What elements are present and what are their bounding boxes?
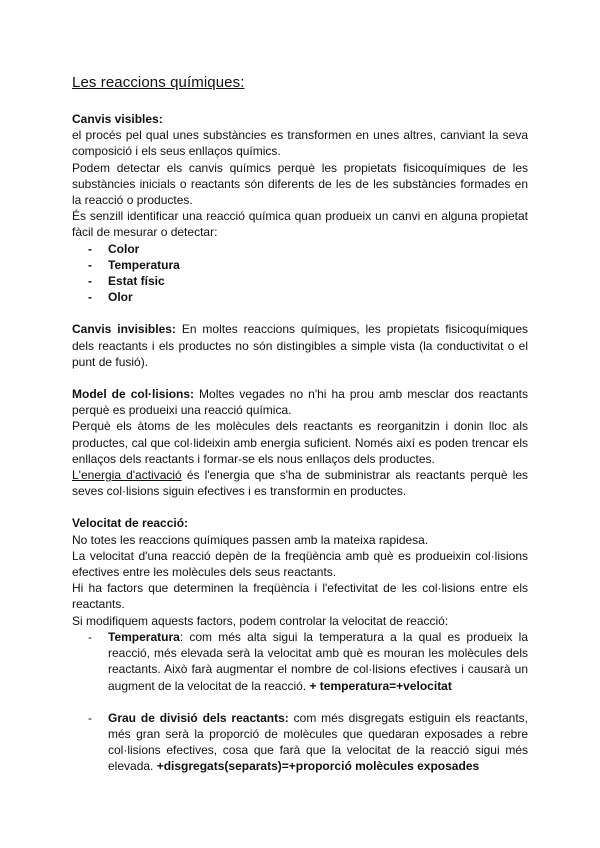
list-item: - Estat físic	[88, 273, 528, 289]
velocity-p4: Si modifiquem aquests factors, podem controlar la velocitat de reacció:	[72, 613, 449, 628]
list-item: - Temperatura	[88, 257, 528, 273]
section-reaction-velocity	[72, 515, 528, 774]
factor-temperature	[88, 629, 528, 694]
factor-temperature-label: Temperatura	[108, 629, 180, 644]
collision-model-reorganize: Perquè els àtoms de les molècules dels reactants es reorganitzin i donin lloc als productes, cal que col·lideixin amb energia suficient. Només així es poden trencar els enllaços dels reactants i formar-se els nous enllaços dels productes.	[72, 419, 528, 466]
factor-temperature-summary: + temperatura=+velocitat	[309, 678, 452, 693]
activation-energy-paragraph	[72, 467, 528, 499]
page-title: Les reaccions químiques:	[72, 74, 245, 91]
visible-changes-detection: Podem detectar els canvis químics perquè les propietats fisicoquímiques de les substàncies inicials o reactants són diferents de les de les substàncies formades en la reacció o productes.	[72, 160, 528, 208]
visible-changes-definition: el procés pel qual unes substàncies es transformen en unes altres, canviant la seva composició i els seus enllaços químics.	[72, 128, 528, 159]
velocity-p1: No totes les reaccions químiques passen amb la mateixa rapidesa.	[72, 532, 429, 547]
factor-division-text: com més disgregats estiguin els reactants, més gran serà la proporció de molècules que quedaran exposades a rebre col·lisions efectives, cosa que farà que la velocitat de la reacció sigui més elevada.	[108, 710, 528, 774]
collision-model-heading: Model de col·lisions:	[72, 387, 195, 402]
section-invisible-changes	[72, 321, 528, 370]
velocity-p3: Hi ha factors que determinen la freqüència i l'efectivitat de les col·lisions entre els reactants.	[72, 581, 528, 612]
collision-model-text: Moltes vegades no n'hi ha prou amb mesclar dos reactants perquè es produeixi una reacció química.	[72, 387, 528, 418]
spacer	[72, 694, 528, 710]
invisible-changes-text: En moltes reaccions químiques, les propietats fisicoquímiques dels reactants i els productes no són distingibles a simple vista (la conductivitat o el punt de fusió).	[72, 322, 528, 369]
factor-division-summary: +disgregats(separats)=+proporció molècules exposades	[156, 759, 480, 774]
visible-changes-heading: Canvis visibles:	[72, 112, 163, 126]
visible-properties-list	[72, 241, 528, 306]
activation-energy-text: és l'energia que s'ha de subministrar als reactants perquè les seves col·lisions siguin efectives i es transformin en productes.	[72, 468, 528, 499]
list-item: - Olor	[88, 289, 528, 305]
factor-temperature-text: : com més alta sigui la temperatura a la qual es produeix la reacció, més elevada serà la velocitat amb què es mouran les molècules dels reactants. Això farà augmentar el nombre de col·lisions efectives i causarà un augment de la velocitat de la reacció.	[108, 629, 528, 693]
activation-energy-term: L'energia d'activació	[72, 468, 182, 483]
velocity-heading: Velocitat de reacció:	[72, 516, 189, 531]
velocity-factors-list-2	[72, 710, 528, 775]
velocity-factors-list	[72, 629, 528, 694]
document-page	[72, 74, 528, 791]
section-visible-changes	[72, 111, 528, 305]
collision-model-paragraph	[72, 386, 528, 418]
factor-division-label: Grau de divisió dels reactants:	[108, 710, 289, 725]
visible-changes-identify: És senzill identificar una reacció química quan produeix un canvi en alguna propietat fàcil de mesurar o detectar:	[72, 209, 528, 240]
invisible-changes-heading: Canvis invisibles:	[72, 322, 176, 337]
invisible-changes-paragraph	[72, 321, 528, 370]
factor-division	[88, 710, 528, 775]
list-item: - Color	[88, 241, 528, 257]
velocity-p2: La velocitat d'una reacció depèn de la freqüència amb què es produeixin col·lisions efectives entre les molècules dels seus reactants.	[72, 548, 528, 580]
section-collision-model	[72, 386, 528, 499]
